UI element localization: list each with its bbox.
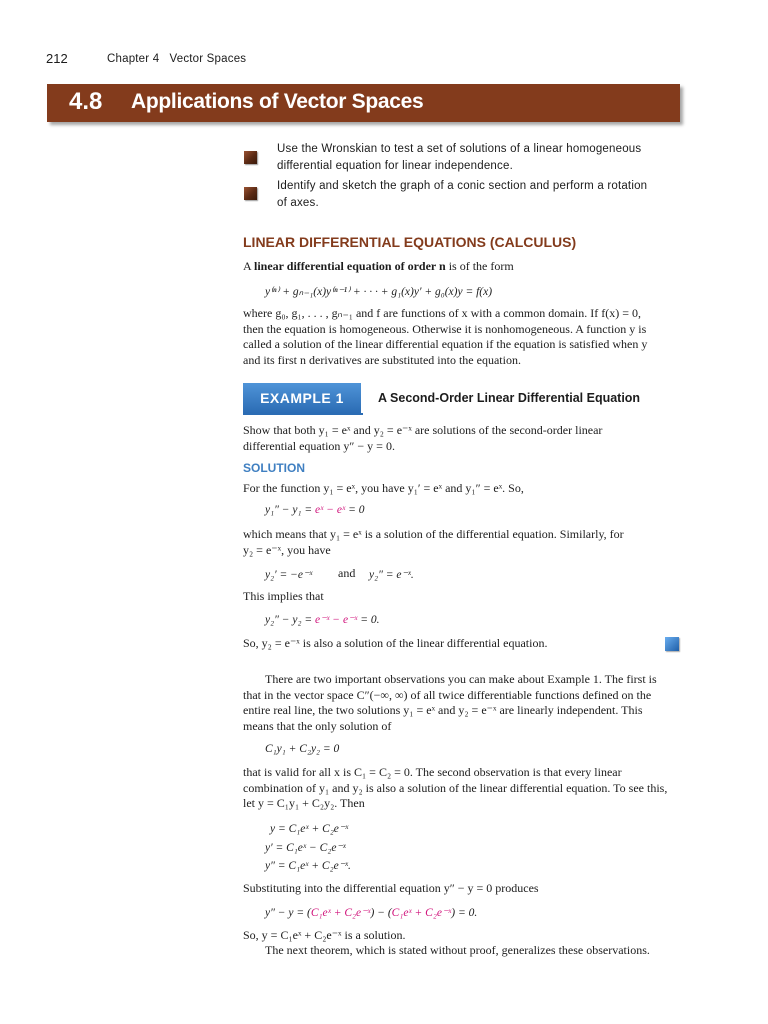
solution-line: For the function y₁ = eˣ, you have y₁′ = eˣ and y₁″ = eˣ. So, — [243, 481, 524, 495]
objective-item: Identify and sketch the graph of a conic section and perform a rotation of axes. — [277, 180, 648, 209]
objective-item: Use the Wronskian to test a set of solutions of a linear homogeneous differential equation for linear independence. — [277, 143, 642, 172]
eq-part: y₂″ − y₂ = — [265, 614, 316, 626]
page-number: 212 — [46, 51, 68, 66]
conclusion-line: So, y = C₁eˣ + C₂e⁻ˣ is a solution. — [243, 928, 406, 942]
paragraph-line: means that the only solution of — [243, 718, 392, 733]
lde-intro — [243, 259, 514, 275]
end-of-example-icon — [665, 637, 679, 651]
solution-line: This implies that — [243, 589, 324, 603]
section-banner — [47, 84, 680, 122]
transition-line: The next theorem, which is stated without proof, generalizes these observations. — [265, 943, 650, 957]
eq-part: = 0. — [357, 614, 380, 626]
example-rule — [243, 413, 363, 415]
solution-conclusion: So, y₂ = e⁻ˣ is also a solution of the linear differential equation. — [243, 636, 548, 650]
substitution-line: Substituting into the differential equation y″ − y = 0 produces — [243, 881, 539, 895]
equation-2a: y₂′ = −e⁻ˣ — [265, 569, 313, 581]
example-statement — [243, 423, 680, 454]
paragraph-line: entire real line, the two solutions y₁ = eˣ and y₂ = e⁻ˣ are linearly independent. This — [243, 703, 643, 717]
intro-post: is of the form — [445, 259, 514, 273]
paragraph-line: where g₀, g₁, . . . , gₙ₋₁ and f are functions of x with a common domain. If f(x) = 0, — [243, 306, 642, 320]
objective-bullet-icon — [244, 151, 257, 164]
equation-final — [265, 905, 477, 919]
paragraph-line: There are two important observations you can make about Example 1. The first is — [265, 672, 657, 686]
intro-pre: A — [243, 259, 255, 273]
equation-y-double-prime: y″ = C₁eˣ + C₂e⁻ˣ. — [265, 860, 351, 872]
definition-equation: y⁽ⁿ⁾ + gₙ₋₁(x)y⁽ⁿ⁻¹⁾ + · · · + g₁(x)y′ + g₀(x)y = f(x) — [265, 286, 493, 298]
example-label: EXAMPLE 1 — [243, 383, 361, 413]
section-title: Applications of Vector Spaces — [131, 90, 424, 113]
solution-heading: SOLUTION — [243, 461, 305, 475]
solution-line: y₂ = e⁻ˣ, you have — [243, 543, 331, 557]
eq-part: = 0 — [345, 504, 365, 516]
equation-1 — [265, 504, 365, 516]
chapter-label: Chapter 4 Vector Spaces — [107, 53, 247, 65]
solution-line: which means that y₁ = eˣ is a solution of the differential equation. Similarly, for — [243, 527, 624, 541]
subsection-heading: LINEAR DIFFERENTIAL EQUATIONS (CALCULUS) — [243, 234, 577, 250]
paragraph-line: that in the vector space C″(−∞, ∞) of all twice differentiable functions defined on the — [243, 687, 652, 702]
statement-line: Show that both y₁ = eˣ and y₂ = e⁻ˣ are solutions of the second-order linear — [243, 423, 603, 437]
eq-part: ) − ( — [370, 907, 392, 919]
example-title: A Second-Order Linear Differential Equation — [378, 391, 641, 405]
equation-and: and — [338, 566, 356, 580]
eq-highlight: C₁eˣ + C₂e⁻ˣ — [391, 907, 452, 919]
equation-linear-combination: C₁y₁ + C₂y₂ = 0 — [265, 743, 340, 755]
eq-part: y″ − y = ( — [265, 907, 311, 919]
observations-paragraph-2 — [243, 765, 680, 812]
intro-term: linear differential equation of order n — [254, 259, 446, 273]
equation-3 — [265, 612, 380, 626]
objective-bullet-icon — [244, 187, 257, 200]
paragraph-line: let y = C₁y₁ + C₂y₂. Then — [243, 796, 365, 810]
equation-2b: y₂″ = e⁻ˣ. — [369, 569, 414, 581]
eq-part: y₁″ − y₁ = — [265, 504, 316, 516]
paragraph-line: combination of y₁ and y₂ is also a solution of the linear differential equation. To see this, — [243, 780, 668, 795]
eq-highlight: C₁eˣ + C₂e⁻ˣ — [310, 907, 371, 919]
equation-y-prime: y′ = C₁eˣ − C₂e⁻ˣ — [265, 842, 346, 854]
equation-y: y = C₁eˣ + C₂e⁻ˣ — [270, 823, 349, 835]
paragraph-line: called a solution of the linear differential equation if the equation is satisfied when y — [243, 337, 648, 351]
observations-paragraph — [243, 672, 680, 734]
eq-highlight: e⁻ˣ − e⁻ˣ — [315, 614, 358, 626]
eq-highlight: eˣ − eˣ — [315, 504, 346, 516]
paragraph-line: and its first n derivatives are substituted into the equation. — [243, 352, 521, 367]
section-number: 4.8 — [69, 88, 103, 115]
eq-part: ) = 0. — [451, 907, 478, 919]
paragraph-line: then the equation is homogeneous. Otherwise it is nonhomogeneous. A function y is — [243, 321, 647, 336]
lde-paragraph — [243, 306, 680, 368]
paragraph-line: that is valid for all x is C₁ = C₂ = 0. The second observation is that every linear — [243, 765, 622, 779]
statement-line: differential equation y″ − y = 0. — [243, 438, 395, 453]
